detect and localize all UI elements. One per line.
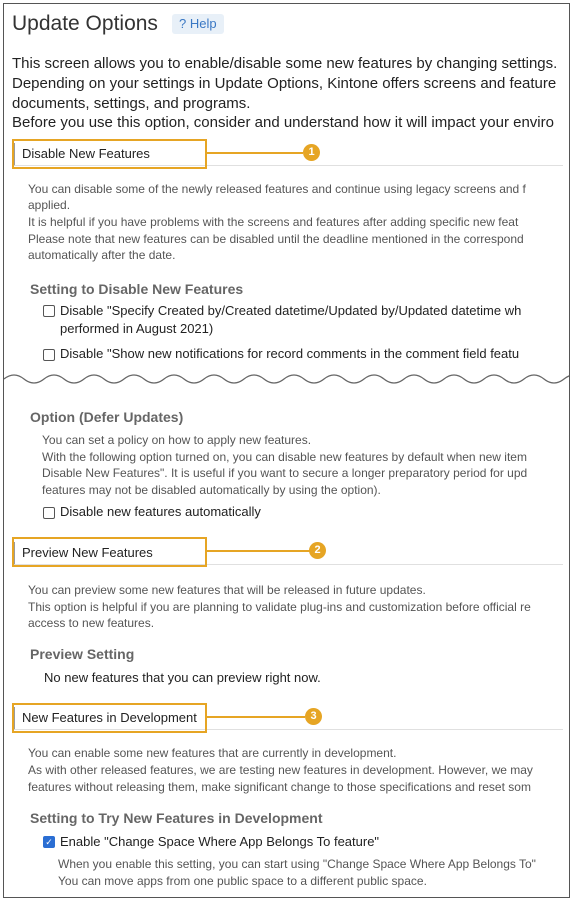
- highlight-box: [12, 537, 207, 567]
- update-options-page: [3, 3, 570, 898]
- description-line: You can set a policy on how to apply new features.: [42, 433, 312, 447]
- marker-badge-1: 1: [303, 144, 320, 161]
- checkbox-enable-change-space[interactable]: ✓: [43, 836, 55, 848]
- intro-line: Depending on your settings in Update Options, Kintone offers screens and feature: [12, 75, 557, 92]
- page-title: Update Options: [12, 12, 158, 35]
- highlight-box: [12, 703, 207, 733]
- description-line: You can move apps from one public space to a different public space.: [58, 874, 427, 888]
- description-line: You can preview some new features that will be released in future updates.: [28, 583, 426, 597]
- description-line: You can enable some new features that are currently in development.: [28, 746, 397, 760]
- empty-preview-text: No new features that you can preview right now.: [44, 670, 321, 685]
- checkbox-disable-created-by[interactable]: [43, 305, 55, 317]
- description-line: features without releasing them, make significant change to those specifications and reset som: [28, 780, 531, 794]
- setting-title-dev: Setting to Try New Features in Development: [30, 810, 323, 826]
- intro-line: Before you use this option, consider and understand how it will impact your enviro: [12, 114, 554, 131]
- highlight-connector: [205, 152, 303, 154]
- section-title-preview: Preview New Features: [22, 545, 153, 560]
- description-line: Please note that new features can be disabled until the deadline mentioned in the correspond: [28, 232, 524, 246]
- intro-line: documents, settings, and programs.: [12, 95, 251, 112]
- description-line: You can disable some of the newly released features and continue using legacy screens and f: [28, 182, 526, 196]
- help-button[interactable]: [172, 14, 224, 34]
- marker-badge-2: 2: [309, 542, 326, 559]
- option-label-change-space: Enable "Change Space Where App Belongs To feature": [60, 834, 380, 849]
- description-line: automatically after the date.: [28, 248, 176, 262]
- defer-title: Option (Defer Updates): [30, 409, 184, 425]
- section-title-dev: New Features in Development: [22, 710, 197, 725]
- highlight-connector: [205, 550, 311, 552]
- highlight-box: [12, 139, 207, 169]
- page-break-wave: [4, 364, 569, 404]
- description-line: access to new features.: [28, 616, 155, 630]
- description-line: When you enable this setting, you can start using "Change Space Where App Belongs To": [58, 857, 536, 871]
- description-line: applied.: [28, 198, 71, 212]
- question-mark-icon: ?: [179, 16, 187, 31]
- description-line: Disable New Features". It is useful if you want to secure a longer preparatory period for upd: [42, 466, 528, 480]
- option-label-disable-auto: Disable new features automatically: [60, 504, 261, 519]
- option-label-notifications: Disable "Show new notifications for record comments in the comment field featu: [60, 346, 520, 361]
- option-label-created-by: Disable "Specify Created by/Created datetime/Updated by/Updated datetime wh: [60, 303, 522, 318]
- checkbox-disable-auto[interactable]: [43, 507, 55, 519]
- description-line: It is helpful if you have problems with the screens and features after adding specific new feat: [28, 215, 519, 229]
- section-title-disable: Disable New Features: [22, 146, 150, 161]
- setting-title-preview: Preview Setting: [30, 646, 135, 662]
- setting-title-disable: Setting to Disable New Features: [30, 281, 244, 297]
- checkbox-disable-notifications[interactable]: [43, 349, 55, 361]
- intro-line: This screen allows you to enable/disable some new features by changing settings.: [12, 55, 558, 72]
- marker-badge-3: 3: [305, 708, 322, 725]
- option-label-created-by-cont: performed in August 2021): [60, 321, 214, 336]
- description-line: features may not be disabled automatically by using the option).: [42, 483, 381, 497]
- description-line: As with other released features, we are testing new features in development. However, we may: [28, 763, 533, 777]
- highlight-connector: [205, 716, 305, 718]
- description-line: With the following option turned on, you can disable new features by default when new item: [42, 450, 527, 464]
- help-label: Help: [189, 16, 217, 31]
- description-line: This option is helpful if you are planning to validate plug-ins and customization before official re: [28, 600, 531, 614]
